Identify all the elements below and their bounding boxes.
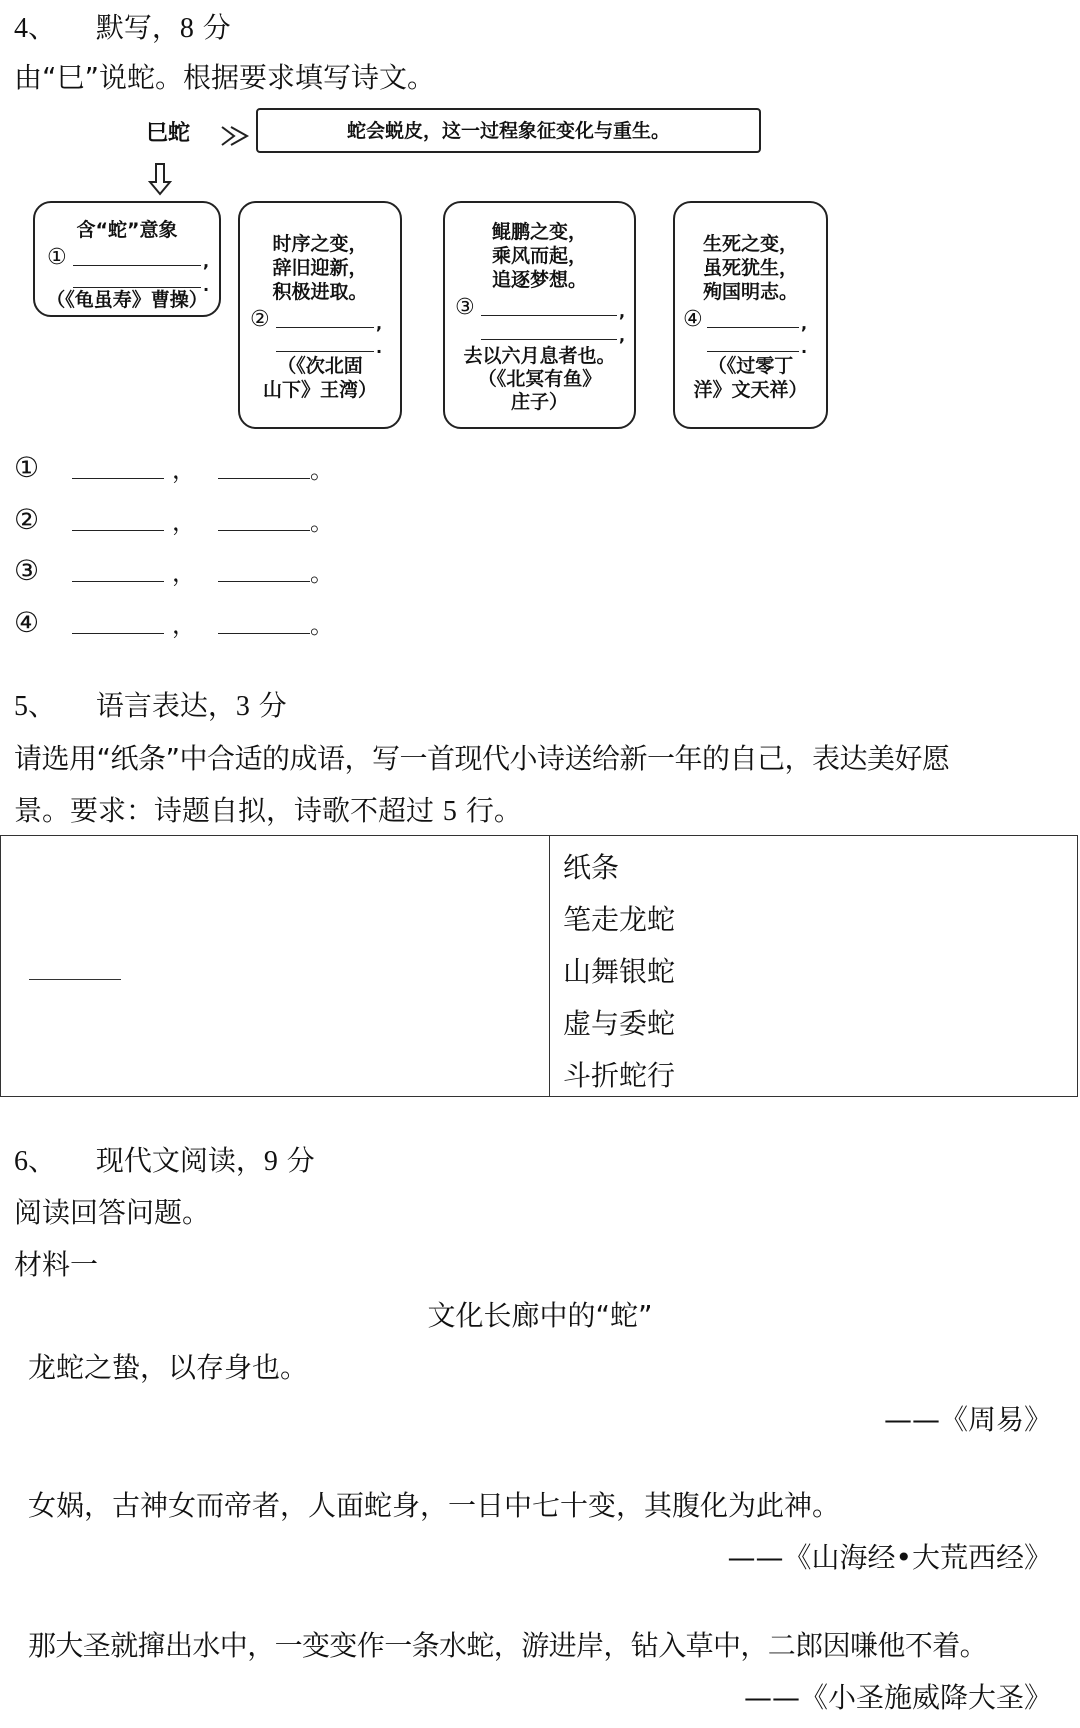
q5-line-limit: 5 bbox=[442, 796, 457, 827]
box1-blank-1 bbox=[73, 265, 201, 266]
box4-line-1: 生死之变， bbox=[702, 233, 798, 255]
box3-source-1: （《北冥有鱼》 bbox=[477, 368, 602, 390]
box4-line-2: 虽死犹生， bbox=[702, 257, 798, 279]
box1-title: 含“蛇”意象 bbox=[76, 219, 178, 241]
answer-row-2 bbox=[14, 499, 334, 539]
box3-quote: 去以六月息者也。 bbox=[463, 345, 616, 367]
box4-marker: ④ bbox=[683, 307, 703, 332]
q4-header bbox=[14, 8, 231, 48]
box2-blank-1 bbox=[276, 327, 374, 328]
box1-source: （《龟虽寿》曹操） bbox=[46, 289, 208, 311]
box3-line-3: 追逐梦想。 bbox=[491, 269, 587, 291]
q6-number: 6、 bbox=[14, 1146, 57, 1177]
box1-marker: ① bbox=[47, 245, 67, 270]
diagram-box-1: 含“蛇”意象 ① , . （《龟虽寿》曹操） bbox=[33, 201, 221, 317]
answer-1-blank-2[interactable] bbox=[218, 456, 310, 479]
diagram-box-4: 生死之变， 虽死犹生， 殉国明志。 ④ , . （《过零丁 洋》文天祥） bbox=[673, 201, 828, 429]
q6-title: 现代文阅读， bbox=[95, 1144, 264, 1177]
answer-row-1 bbox=[14, 447, 334, 487]
quote-3-text: 那大圣就撺出水中，一变变作一条水蛇，游进岸，钻入草中，二郎因嗛他不着。 bbox=[28, 1629, 988, 1662]
q4-number: 4、 bbox=[14, 13, 57, 44]
answer-1-end: 。 bbox=[310, 455, 334, 484]
idiom-4: 斗折蛇行 bbox=[563, 1059, 676, 1092]
q5-instruction-line-1: 请选用“纸条”中合适的成语，写一首现代小诗送给新一年的自己，表达美好愿 bbox=[14, 742, 950, 775]
box2-marker: ② bbox=[250, 307, 270, 332]
answer-2-sep: ， bbox=[172, 507, 196, 536]
box4-blank-1 bbox=[707, 327, 799, 328]
answer-3-blank-2[interactable] bbox=[218, 559, 310, 582]
diagram-top-box bbox=[256, 108, 761, 153]
box2-line-2: 辞旧迎新， bbox=[272, 257, 368, 279]
answer-2-blank-1[interactable] bbox=[72, 508, 164, 531]
box4-source-1: （《过零丁 bbox=[707, 355, 794, 377]
answer-1-blank-1[interactable] bbox=[72, 456, 164, 479]
quote-2-text: 女娲，古神女而帝者，人面蛇身，一日中七十变，其腹化为此神。 bbox=[28, 1489, 841, 1522]
quote-3-source: ——《小圣施威降大圣》 bbox=[743, 1681, 1052, 1714]
box3-line-2: 乘风而起， bbox=[491, 245, 587, 267]
q4-title: 默写， bbox=[95, 11, 180, 44]
material-label: 材料一 bbox=[14, 1248, 99, 1281]
diagram-box-2: 时序之变， 辞旧迎新， 积极进取。 ② , . （《次北固 山下》王湾） bbox=[238, 201, 402, 429]
q6-header bbox=[14, 1141, 315, 1181]
box3-source-2: 庄子） bbox=[510, 391, 568, 413]
answer-4-marker: ④ bbox=[14, 605, 40, 639]
answer-3-sep: ， bbox=[172, 558, 196, 587]
q6-score-unit: 分 bbox=[286, 1144, 315, 1177]
quote-1-text: 龙蛇之蛰，以存身也。 bbox=[28, 1351, 309, 1384]
box2-source-1: （《次北固 bbox=[277, 355, 363, 377]
answer-4-blank-2[interactable] bbox=[218, 611, 310, 634]
answer-3-blank-1[interactable] bbox=[72, 559, 164, 582]
box3-line-1: 鲲鹏之变， bbox=[491, 221, 587, 243]
q4-score: 8 bbox=[179, 13, 194, 44]
q5-score: 3 bbox=[235, 691, 250, 722]
idiom-3: 虚与委蛇 bbox=[563, 1007, 676, 1040]
answer-1-marker: ① bbox=[14, 450, 40, 484]
answer-row-4 bbox=[14, 602, 334, 642]
answer-2-blank-2[interactable] bbox=[218, 508, 310, 531]
answer-3-marker: ③ bbox=[14, 553, 40, 587]
q6-score: 9 bbox=[263, 1146, 278, 1177]
paper-strip-title: 纸条 bbox=[563, 851, 620, 884]
q4-score-unit: 分 bbox=[202, 11, 231, 44]
poem-answer-blank[interactable] bbox=[29, 979, 121, 980]
box2-blank-2 bbox=[276, 351, 374, 352]
answer-1-sep: ， bbox=[172, 455, 196, 484]
box2-source-2: 山下》王湾） bbox=[262, 379, 377, 401]
quote-2-source: ——《山海经•大荒西经》 bbox=[727, 1541, 1052, 1574]
idiom-1: 笔走龙蛇 bbox=[563, 903, 676, 936]
answer-2-marker: ② bbox=[14, 502, 40, 536]
quote-1-source: ——《周易》 bbox=[883, 1403, 1052, 1436]
q5-instruction-line-2: 景。要求：诗题自拟，诗歌不超过 5 行。 bbox=[14, 794, 522, 827]
box3-blank-1 bbox=[481, 315, 617, 316]
box4-source-2: 洋》文天祥） bbox=[693, 379, 808, 401]
article-title: 文化长廊中的“蛇” bbox=[427, 1299, 653, 1332]
diagram-box-3: 鲲鹏之变， 乘风而起， 追逐梦想。 ③ , , 去以六月息者也。 （《北冥有鱼》 庄子） bbox=[443, 201, 636, 429]
q4-instruction: 由“巳”说蛇。根据要求填写诗文。 bbox=[14, 61, 436, 94]
q5-score-unit: 分 bbox=[258, 689, 287, 722]
answer-3-end: 。 bbox=[310, 558, 334, 587]
box4-blank-2 bbox=[707, 351, 799, 352]
box3-blank-2 bbox=[481, 339, 617, 340]
answer-2-end: 。 bbox=[310, 507, 334, 536]
answer-4-end: 。 bbox=[310, 610, 334, 639]
q5-header bbox=[14, 686, 287, 726]
answer-row-3 bbox=[14, 550, 334, 590]
answer-4-sep: ， bbox=[172, 610, 196, 639]
box2-line-3: 积极进取。 bbox=[272, 281, 368, 303]
box4-line-3: 殉国明志。 bbox=[702, 281, 798, 303]
table-divider bbox=[549, 836, 550, 1096]
top-box-text: 蛇会蜕皮，这一过程象征变化与重生。 bbox=[346, 120, 670, 142]
answer-4-blank-1[interactable] bbox=[72, 611, 164, 634]
box3-marker: ③ bbox=[455, 295, 475, 320]
box2-line-1: 时序之变， bbox=[272, 233, 368, 255]
idiom-2: 山舞银蛇 bbox=[563, 955, 676, 988]
q5-title: 语言表达， bbox=[95, 689, 236, 722]
poem-table bbox=[0, 835, 1078, 1097]
q6-instruction: 阅读回答问题。 bbox=[14, 1196, 211, 1229]
down-arrow-icon bbox=[148, 162, 172, 196]
double-chevron-arrow-icon bbox=[220, 123, 250, 149]
q5-number: 5、 bbox=[14, 691, 57, 722]
diagram-start-label: 巳蛇 bbox=[146, 121, 191, 146]
